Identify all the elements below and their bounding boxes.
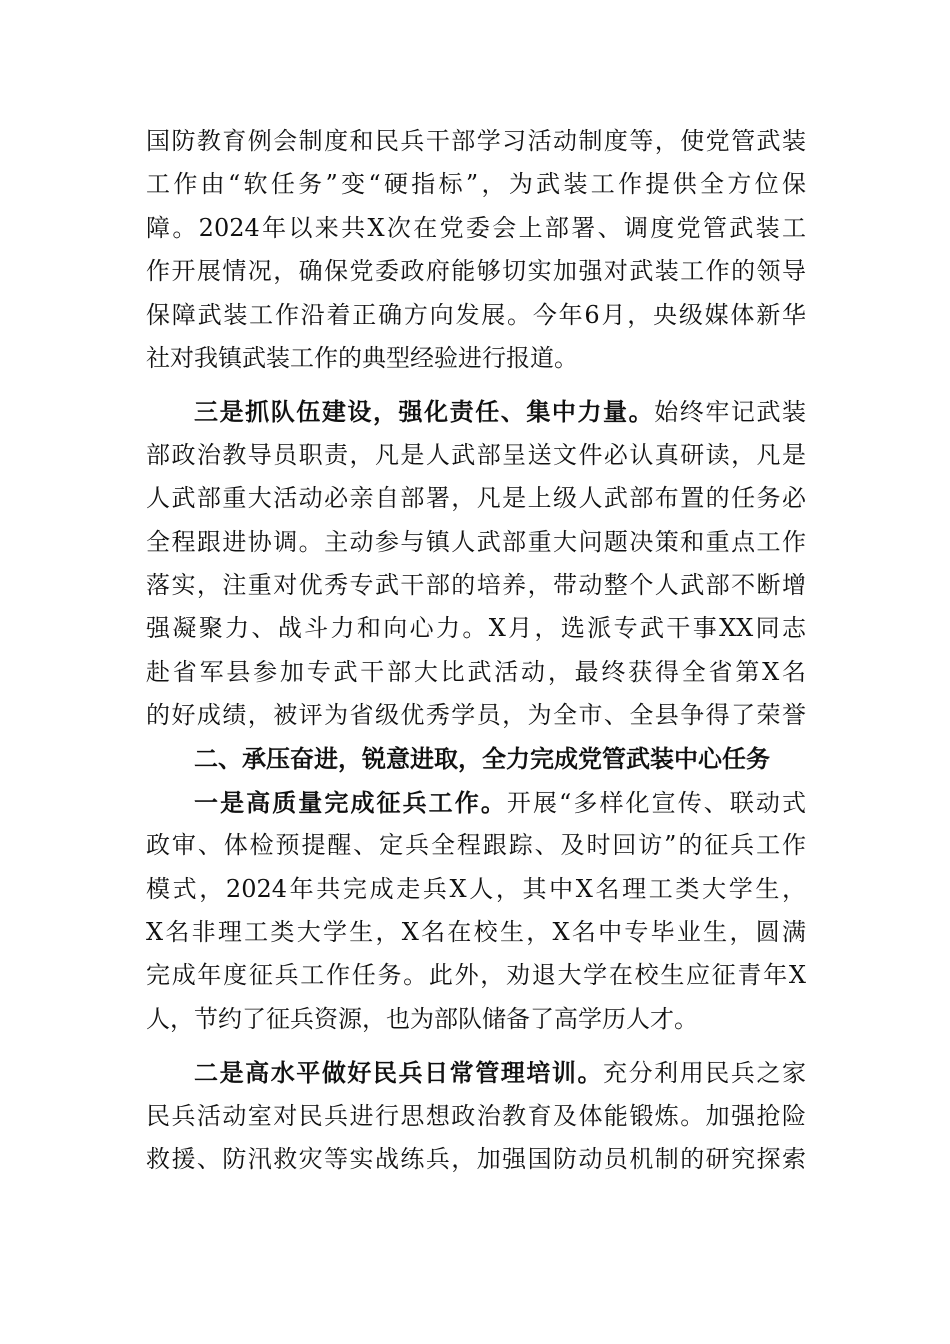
text-line: 保障武装工作沿着正确方向发展。今年6月，央级媒体新华	[146, 300, 806, 329]
paragraph-lead: 三是抓队伍建设，强化责任、集中力量。	[194, 397, 655, 427]
text-line: 模式，2024年共完成走兵X人，其中X名理工类大学生，	[146, 874, 806, 903]
text-line: 人武部重大活动必亲自部署，凡是上级人武部布置的任务必	[146, 484, 806, 513]
paragraph-text: 开展“多样化宣传、联动式	[506, 788, 806, 817]
text-line: 落实，注重对优秀专武干部的培养，带动整个人武部不断增	[146, 570, 806, 599]
paragraph-text: 充分利用民兵之家	[603, 1059, 806, 1088]
text-line	[146, 781, 806, 824]
text-line: 强凝聚力、战斗力和向心力。X月，选派专武干事XX同志	[146, 614, 806, 643]
paragraph-conscription	[146, 781, 806, 1041]
text-line: 部政治教导员职责，凡是人武部呈送文件必认真研读，凡是	[146, 440, 806, 469]
text-line: 政审、体检预提醒、定兵全程跟踪、及时回访”的征兵工作	[146, 831, 806, 860]
text-line: 国防教育例会制度和民兵干部学习活动制度等，使党管武装	[146, 127, 806, 155]
text-line: 完成年度征兵工作任务。此外，劝退大学在校生应征青年X	[146, 961, 806, 990]
text-line: 工作由“软任务”变“硬指标”，为武装工作提供全方位保	[146, 170, 806, 199]
text-line	[146, 390, 806, 433]
paragraph-lead: 二是高水平做好民兵日常管理培训。	[194, 1058, 604, 1088]
section-heading: 二、承压奋进，锐意进取，全力完成党管武装中心任务	[194, 744, 770, 774]
text-line: 的好成绩，被评为省级优秀学员，为全市、全县争得了荣誉	[146, 701, 806, 730]
paragraph-team-building	[146, 390, 806, 737]
text-line	[146, 1051, 806, 1094]
text-line: 作开展情况，确保党委政府能够切实加强对武装工作的领导	[146, 257, 806, 286]
paragraph-continuation	[146, 120, 806, 380]
text-line: 人，节约了征兵资源，也为部队储备了高学历人才。	[146, 1004, 698, 1033]
paragraph-text: 始终牢记武装	[654, 398, 806, 427]
text-line: 社对我镇武装工作的典型经验进行报道。	[146, 343, 578, 372]
text-line: 赴省军县参加专武干部大比武活动，最终获得全省第X名	[146, 657, 806, 686]
text-line: 障。2024年以来共X次在党委会上部署、调度党管武装工	[146, 213, 806, 242]
paragraph-militia-training	[146, 1051, 806, 1181]
text-line: 救援、防汛救灾等实战练兵，加强国防动员机制的研究探索	[146, 1144, 806, 1173]
document-body	[146, 120, 806, 1181]
paragraph-lead: 一是高质量完成征兵工作。	[194, 787, 507, 817]
text-line: 民兵活动室对民兵进行思想政治教育及体能锻炼。加强抢险	[146, 1101, 806, 1130]
text-line: X名非理工类大学生，X名在校生，X名中专毕业生，圆满	[146, 918, 806, 947]
text-line: 全程跟进协调。主动参与镇人武部重大问题决策和重点工作	[146, 527, 806, 556]
